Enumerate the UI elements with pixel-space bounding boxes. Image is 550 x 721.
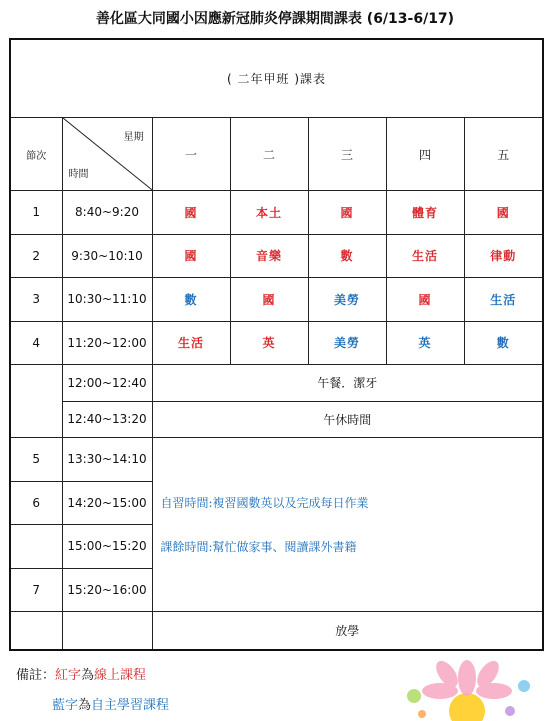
- note-red: [16, 664, 146, 683]
- period-cell-empty: [10, 612, 62, 650]
- period-cell: 2: [10, 234, 62, 277]
- document-title: 善化區大同國小因應新冠肺炎停課期間課表 (6/13-6/17): [95, 11, 455, 27]
- period-cell-empty: [10, 365, 62, 438]
- subject-cell: 數: [464, 321, 543, 365]
- period-cell: 5: [10, 438, 62, 482]
- class-timetable-title: ( 二年甲班 )課表: [10, 39, 543, 118]
- time-cell: 8:40~9:20: [62, 191, 152, 234]
- note-label: 備註：: [16, 668, 56, 683]
- period-cell: 1: [10, 191, 62, 234]
- dismiss-cell: 放學: [152, 612, 543, 650]
- subject-cell: 生活: [152, 321, 230, 365]
- period-cell: 4: [10, 321, 62, 365]
- time-cell: 9:30~10:10: [62, 234, 152, 277]
- time-cell: 13:30~14:10: [62, 438, 152, 482]
- note-red-is: 為: [81, 668, 95, 683]
- time-cell: 11:20~12:00: [62, 321, 152, 365]
- subject-cell: 國: [152, 191, 230, 234]
- subject-cell: 英: [230, 321, 308, 365]
- note-blue-is: 為: [78, 698, 92, 713]
- note-blue-word: 藍字: [52, 698, 79, 713]
- subject-cell: 體育: [386, 191, 464, 234]
- subject-cell: 本土: [230, 191, 308, 234]
- period-cell: 7: [10, 568, 62, 612]
- subject-cell: 生活: [464, 278, 543, 321]
- note-red-meaning: 線上課程: [94, 668, 147, 683]
- period-cell: [10, 525, 62, 569]
- nap-time: 12:40~13:20: [62, 401, 152, 437]
- day-header-fri: 五: [464, 118, 543, 191]
- week-time-header: [62, 118, 152, 191]
- timetable: [9, 38, 544, 651]
- period-cell: 6: [10, 481, 62, 525]
- subject-cell: 美勞: [308, 278, 386, 321]
- subject-cell: 音樂: [230, 234, 308, 277]
- subject-cell: 美勞: [308, 321, 386, 365]
- subject-cell: 數: [152, 278, 230, 321]
- subject-cell: 數: [308, 234, 386, 277]
- note-red-word: 紅字: [55, 668, 82, 683]
- subject-cell: 國: [230, 278, 308, 321]
- week-label: 星期: [123, 132, 144, 144]
- period-header: 節次: [10, 118, 62, 191]
- break-line: 課餘時間:幫忙做家事、閱讀課外書籍: [160, 539, 357, 554]
- subject-cell: 律動: [464, 234, 543, 277]
- time-cell-empty: [62, 612, 152, 650]
- subject-cell: 生活: [386, 234, 464, 277]
- time-label: 時間: [68, 169, 89, 181]
- day-header-tue: 二: [230, 118, 308, 191]
- lunch-time: 12:00~12:40: [62, 365, 152, 401]
- lunch-cell: 午餐．潔牙: [152, 365, 543, 401]
- note-blue-meaning: 自主學習課程: [91, 698, 170, 713]
- note-blue: [52, 694, 169, 713]
- period-cell: 3: [10, 278, 62, 321]
- flower-decoration-icon: [392, 656, 542, 721]
- subject-cell: 國: [464, 191, 543, 234]
- time-cell: 15:20~16:00: [62, 568, 152, 612]
- day-header-thu: 四: [386, 118, 464, 191]
- day-header-mon: 一: [152, 118, 230, 191]
- subject-cell: 國: [152, 234, 230, 277]
- time-cell: 14:20~15:00: [62, 481, 152, 525]
- time-cell: 10:30~11:10: [62, 278, 152, 321]
- nap-cell: 午休時間: [152, 401, 543, 437]
- time-cell: 15:00~15:20: [62, 525, 152, 569]
- subject-cell: 國: [308, 191, 386, 234]
- morning-rows: [10, 191, 543, 365]
- self-study-line: 自習時間:複習國數英以及完成每日作業: [160, 495, 369, 510]
- day-header-wed: 三: [308, 118, 386, 191]
- self-study-cell: [152, 438, 543, 612]
- subject-cell: 國: [386, 278, 464, 321]
- subject-cell: 英: [386, 321, 464, 365]
